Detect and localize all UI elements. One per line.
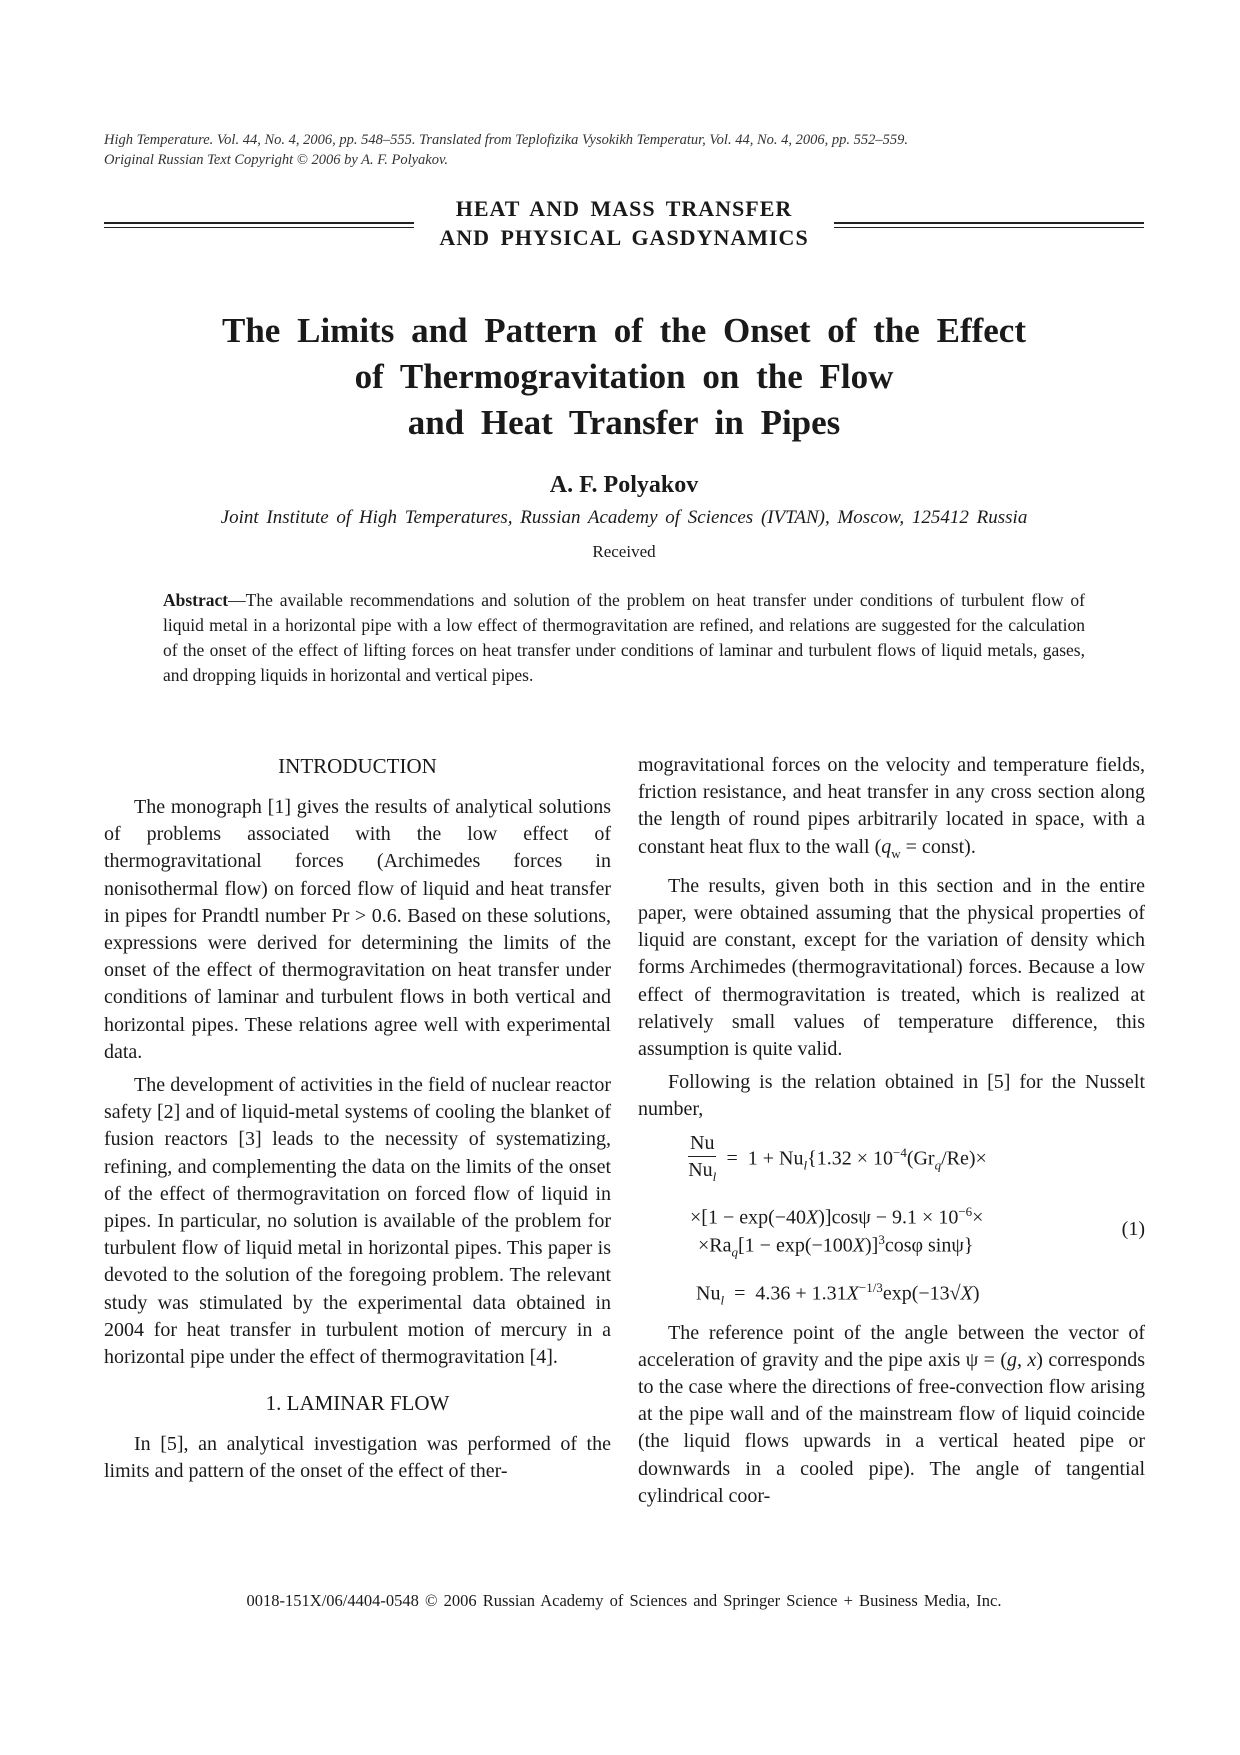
right-column [638,752,1145,1516]
copyright-footer: 0018-151X/06/4404-0548 © 2006 Russian Academy of Sciences and Springer Science + Business Media, Inc. [246,1591,1002,1610]
text-run: , [1016,1348,1028,1371]
equation-line: $\times[1 - \exp(-40X)]\cos\psi - 9.1 \times 10^{-6}\times$ [690,1203,984,1229]
abstract-text: —The available recommendations and solution of the problem on heat transfer under conditions of turbulent flow of liquid metal in a horizontal pipe with a low effect of thermogravitation are refined, and relations are suggested for the calculation of the onset of the effect of lifting forces on heat transfer under conditions of laminar and turbulent flows of liquid metals, gases, and dropping liquids in horizontal and vertical pipes. [163,590,1085,685]
text-run: mogravitational forces on the velocity and temperature fields, friction resistance, and heat transfer in any cross section along the length of round pipes arbitrarily located in space, with a constant heat flux to the wall ( [638,754,1145,858]
journal-header-line1: High Temperature. Vol. 44, No. 4, 2006, pp. 548–555. Translated from Teplofizika Vysokikh Temperatur, Vol. 44, No. 4, 2006, pp. 552–559. [104,132,908,148]
text-run: = const). [900,835,976,858]
section-heading [104,194,1144,258]
author: A. F. Polyakov [549,472,699,498]
paper-title [104,308,1144,446]
title-line3: and Heat Transfer in Pipes [407,403,841,442]
paragraph: In [5], an analytical investigation was performed of the limits and pattern of the onset of the effect of ther- [104,1433,611,1483]
received-label: Received [592,542,656,561]
nusselt-fraction: $\frac{Nu}{Nu_l}$ [688,1131,717,1184]
title-line2: of Thermogravitation on the Flow [354,357,894,396]
paragraph [638,1320,1145,1510]
symbol: g [1006,1348,1017,1371]
paragraph: The monograph [1] gives the results of analytical solutions of problems associated with the low effect of thermogravitational forces (Archimedes forces in nonisothermal flow) on forced flow of liquid and heat transfer in pipes for Prandtl number Pr > 0.6. Based on these solutions, expressions were derived for determining the limits of the onset of the effect of thermogravitation on heat transfer under conditions of laminar and turbulent flows in both vertical and horizontal pipes. These relations agree well with experimental data. [104,796,611,1063]
paragraph [638,752,1145,867]
introduction-heading: INTRODUCTION [278,754,437,778]
text-run: The reference point of the angle between the vector of acceleration of gravity and the pipe axis ψ = ( [638,1321,1145,1371]
journal-header-line2: Original Russian Text Copyright © 2006 by A. F. Polyakov. [104,152,448,168]
journal-header [104,130,1144,170]
affiliation: Joint Institute of High Temperatures, Russian Academy of Sciences (IVTAN), Moscow, 125412 Russia [220,507,1028,528]
paragraph: Following is the relation obtained in [5] for the Nusselt number, [638,1071,1145,1121]
paragraph: The development of activities in the field of nuclear reactor safety [2] and of liquid-metal systems of cooling the blanket of fusion reactors [3] leads to the necessity of systematizing, refining, and complementing the data on the limits of the onset of the effect of thermogravitation on forced flow of liquid in pipes. In particular, no solution is available of the problem for turbulent flow of liquid metal in horizontal pipes. This paper is devoted to the solution of the foregoing problem. The relevant study was stimulated by the experimental data obtained in 2004 for heat transfer in turbulent motion of mercury in a horizontal pipe under the effect of thermogravitation [4]. [104,1074,611,1369]
equation-line: $\times Ra_q[1 - \exp(-100X)]^3\cos\varphi$ sinψ} [698,1231,974,1260]
equation-line: $Nu_l = 4.36 + 1.31X^{-1/3}\exp(-13√X)$ [696,1279,980,1308]
section-label [414,194,834,252]
equation-1 [638,1130,1145,1310]
abstract [163,588,1085,688]
equation-line: $\frac{Nu}{Nu_l}$ = $1 + Nu_l\{1.32 \times 10^{-4}(Gr_q/Re)\times$ [688,1130,987,1190]
section-label-line2: AND PHYSICAL GASDYNAMICS [439,225,809,250]
title-line1: The Limits and Pattern of the Onset of the Effect [222,311,1026,350]
section-rule-right [834,222,1144,224]
text-run: ) corresponds to the case where the directions of free-convection flow arising at the pipe wall and of the mainstream flow of liquid coincide (the liquid flows upwards in a vertical heated pipe or downwards in a cooled pipe). The angle of tangential cylindrical coor- [638,1348,1145,1507]
symbol: x [1027,1348,1037,1371]
abstract-label: Abstract [163,590,229,610]
left-column [104,752,611,1492]
section-label-line1: HEAT AND MASS TRANSFER [455,196,793,221]
symbol-subscript: w [891,845,901,861]
equation-number: (1) [1121,1217,1145,1240]
section-rule-left [104,222,414,224]
symbol: q [881,835,892,858]
laminar-flow-heading: 1. LAMINAR FLOW [265,1391,450,1416]
paragraph: The results, given both in this section and in the entire paper, were obtained assuming that the physical properties of liquid are constant, except for the variation of density which forms Archimedes (thermogravitational) forces. Because a low effect of thermogravitation is treated, which is realized at relatively small values of temperature difference, this assumption is quite valid. [638,874,1145,1061]
